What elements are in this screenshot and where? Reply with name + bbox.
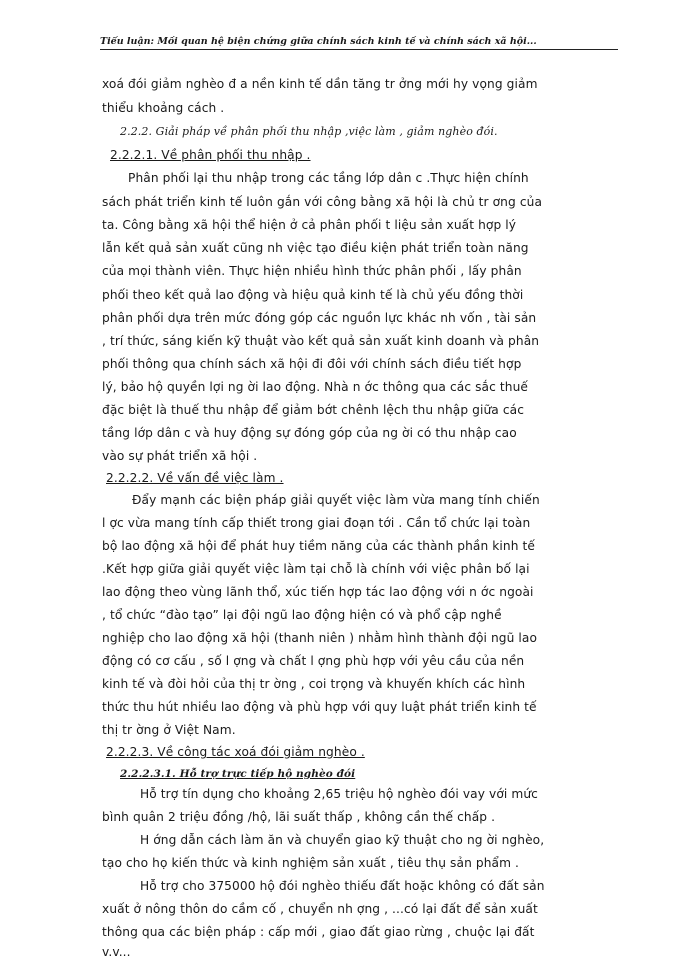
body-line: thiểu khoảng cách . <box>102 101 225 115</box>
body-line: v.v... <box>102 945 131 959</box>
body-line: phối thông qua chính sách xã hội đi đôi với chính sách điều tiết hợp <box>102 357 522 371</box>
body-line: Hỗ trợ cho 375000 hộ đói nghèo thiếu đất hoặc không có đất sản <box>140 879 545 893</box>
body-line: xoá đói giảm nghèo đ a nền kinh tế dần tăng tr ởng mới hy vọng giảm <box>102 77 538 91</box>
subsection-heading-2-2-2-1: 2.2.2.1. Về phân phối thu nhập . <box>110 148 311 162</box>
section-heading-2-2-2: 2.2.2. Giải pháp về phân phối thu nhập ,việc làm , giảm nghèo đói. <box>120 125 498 138</box>
body-line: H ớng dẫn cách làm ăn và chuyển giao kỹ thuật cho ng ời nghèo, <box>140 833 545 847</box>
subsection-heading-2-2-2-3: 2.2.2.3. Về công tác xoá đói giảm nghèo . <box>106 745 365 759</box>
body-line: đặc biệt là thuế thu nhập để giảm bớt chênh lệch thu nhập giữa các <box>102 403 525 417</box>
body-line: bình quân 2 triệu đồng /hộ, lãi suất thấp , không cần thế chấp . <box>102 810 496 824</box>
body-line: của mọi thành viên. Thực hiện nhiều hình thức phân phối , lấy phân <box>102 264 522 278</box>
body-line: thông qua các biện pháp : cấp mới , giao đất giao rừng , chuộc lại đất <box>102 925 535 939</box>
body-line: Phân phối lại thu nhập trong các tầng lớp dân c .Thực hiện chính <box>128 171 529 185</box>
body-line: Đẩy mạnh các biện pháp giải quyết việc làm vừa mang tính chiến <box>132 493 540 507</box>
body-line: lao động theo vùng lãnh thổ, xúc tiến hợp tác lao động với n ớc ngoài <box>102 585 534 599</box>
subsubsection-heading-2-2-2-3-1: 2.2.2.3.1. Hỗ trợ trực tiếp hộ nghèo đói <box>120 768 356 780</box>
body-line: Hỗ trợ tín dụng cho khoảng 2,65 triệu hộ nghèo đói vay với mức <box>140 787 538 801</box>
subsection-heading-2-2-2-2: 2.2.2.2. Về vấn đề việc làm . <box>106 471 284 485</box>
body-line: thức thu hút nhiều lao động và phù hợp với quy luật phát triển kinh tế <box>102 700 537 714</box>
body-line: nghiệp cho lao động xã hội (thanh niên ) nhằm hình thành đội ngũ lao <box>102 631 538 645</box>
body-line: động có cơ cấu , số l ợng và chất l ợng phù hợp với yêu cầu của nền <box>102 654 525 668</box>
header-rule <box>100 49 618 50</box>
body-line: phân phối dựa trên mức đóng góp các nguồn lực khác nh vốn , tài sản <box>102 311 537 325</box>
body-line: xuất ở nông thôn do cầm cố , chuyển nh ợng , ...có lại đất để sản xuất <box>102 902 538 916</box>
body-line: .Kết hợp giữa giải quyết việc làm tại chỗ là chính với việc phân bố lại <box>102 562 530 576</box>
body-line: tạo cho họ kiến thức và kinh nghiệm sản xuất , tiêu thụ sản phẩm . <box>102 856 520 870</box>
body-line: thị tr ờng ở Việt Nam. <box>102 723 236 737</box>
body-line: lý, bảo hộ quyền lợi ng ời lao động. Nhà n ớc thông qua các sắc thuế <box>102 380 529 394</box>
body-line: vào sự phát triển xã hội . <box>102 449 258 463</box>
body-line: phối theo kết quả lao động và hiệu quả kinh tế là chủ yếu đồng thời <box>102 288 524 302</box>
body-line: sách phát triển kinh tế luôn gắn với công bằng xã hội là chủ tr ơng của <box>102 195 543 209</box>
body-line: bộ lao động xã hội để phát huy tiềm năng của các thành phần kinh tế <box>102 539 536 553</box>
body-line: , trí thức, sáng kiến kỹ thuật vào kết quả sản xuất kinh doanh và phân <box>102 334 540 348</box>
body-line: ta. Công bằng xã hội thể hiện ở cả phân phối t liệu sản xuất hợp lý <box>102 218 517 232</box>
body-line: lẫn kết quả sản xuất cũng nh việc tạo điều kiện phát triển toàn năng <box>102 241 529 255</box>
body-line: , tổ chức “đào tạo” lại đội ngũ lao động hiện có và phổ cập nghề <box>102 608 502 622</box>
body-line: kinh tế và đòi hỏi của thị tr ờng , coi trọng và khuyến khích các hình <box>102 677 526 691</box>
body-line: l ợc vừa mang tính cấp thiết trong giai đoạn tới . Cần tổ chức lại toàn <box>102 516 531 530</box>
body-line: tầng lớp dân c và huy động sự đóng góp của ng ời có thu nhập cao <box>102 426 517 440</box>
running-header: Tiểu luận: Mối quan hệ biện chứng giữa chính sách kinh tế và chính sách xã hội... <box>100 36 537 47</box>
